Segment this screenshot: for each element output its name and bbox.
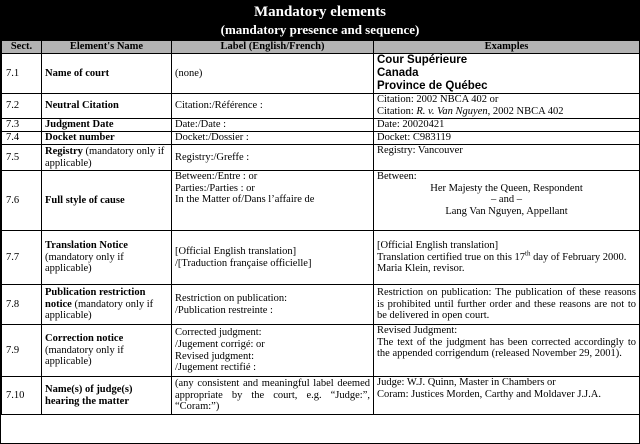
element-name-cell [42,119,172,132]
element-name: Docket number [45,132,115,144]
element-name-cell [42,94,172,119]
sect-cell: 7.1 [2,54,42,94]
label-line: [Official English translation] [175,245,297,257]
label-line: Restriction on publication: [175,292,287,304]
example-line: Between: [377,171,417,182]
sect-cell: 7.5 [2,145,42,171]
sect-cell: 7.6 [2,171,42,231]
example-text: Citation: [377,106,417,117]
element-name-note: (mandatory only if applicable) [45,145,165,169]
case-name: R. v. Van Nguyen [416,106,488,117]
element-name: Name of court [45,67,110,79]
element-name-cell [42,377,172,415]
element-name: Judgment Date [45,119,114,131]
label-cell [172,171,374,231]
element-name-note: (mandatory only if applicable) [45,344,124,368]
label-cell: Registry:/Greffe : [172,145,374,171]
label-line: /Publication restreinte : [175,304,273,316]
example-line: Province de Québec [377,80,488,92]
example-cell [374,377,640,415]
table-row [2,145,640,171]
sect-cell: 7.10 [2,377,42,415]
label-line: /Jugement rectifié : [175,362,257,374]
table-row [2,119,640,132]
example-cell [374,325,640,377]
element-name-cell [42,285,172,325]
example-cell: Date: 20020421 [374,119,640,132]
element-name-cell [42,325,172,377]
example-cell [374,54,640,94]
example-cell: Registry: Vancouver [374,145,640,171]
example-line: Citation: 2002 NBCA 402 or [377,94,499,106]
example-line [377,249,636,264]
example-line: Cour Supérieure [377,54,468,66]
element-name-note: (mandatory only if applicable) [45,251,124,275]
table-row [2,325,640,377]
label-line: /[Traduction française officielle] [175,257,312,269]
label-line: Parties:/Parties : or [175,182,255,194]
label-cell: Citation:/Référence : [172,94,374,119]
header-element-name: Element's Name [42,41,172,54]
example-line: Coram: Justices Morden, Carthy and Moldaver J.J.A. [377,388,601,400]
table-row [2,377,640,415]
example-line [377,106,636,118]
example-cell: Restriction on publication: The publication of these reasons is prohibited until further order and these reasons are not to be delivered in open court. [374,285,640,325]
table-row [2,54,640,94]
element-name: Neutral Citation [45,100,119,112]
example-cell [374,231,640,285]
label-line: In the Matter of/Dans l’affaire de [175,194,315,206]
table-row [2,285,640,325]
sect-cell: 7.7 [2,231,42,285]
sect-cell: 7.8 [2,285,42,325]
table-row [2,231,640,285]
element-name: Registry [45,145,83,157]
sect-cell: 7.4 [2,132,42,145]
label-cell: (none) [172,54,374,94]
example-text: day of February 2000. [530,251,627,263]
banner [1,1,639,40]
sect-cell: 7.3 [2,119,42,132]
label-cell [172,231,374,285]
element-name: Publication restriction notice [45,287,146,310]
example-cell [374,171,640,231]
example-line: Canada [377,67,419,79]
example-text: Translation certified true on this 17 [377,251,526,263]
elements-table [1,40,640,415]
label-line: /Jugement corrigé: or [175,338,265,350]
sect-cell: 7.2 [2,94,42,119]
example-line: [Official English translation] [377,240,499,252]
element-name-cell [42,145,172,171]
element-name-note: (mandatory only if applicable) [45,298,154,322]
example-line: – and – [491,194,522,206]
ordinal-suffix: th [525,249,531,258]
example-line: Maria Klein, revisor. [377,263,465,275]
header-label: Label (English/French) [172,41,374,54]
label-line: Revised judgment: [175,350,255,362]
example-cell [374,94,640,119]
label-line: Corrected judgment: [175,327,262,339]
table-row [2,171,640,231]
header-examples: Examples [374,41,640,54]
example-line: The text of the judgment has been corrected accordingly to the appended corrigendum (released November 29, 2001). [377,336,636,360]
table-row [2,94,640,119]
header-row [2,41,640,54]
sect-cell: 7.9 [2,325,42,377]
label-line: Between:/Entre : or [175,171,258,182]
element-name-cell [42,231,172,285]
example-text: , 2002 NBCA 402 [487,106,564,117]
banner-subtitle: (mandatory presence and sequence) [220,22,420,37]
element-name-cell [42,171,172,231]
example-line: Her Majesty the Queen, Respondent [430,182,583,194]
banner-title: Mandatory elements [253,4,387,20]
label-cell [172,285,374,325]
label-cell: Date:/Date : [172,119,374,132]
header-sect: Sect. [2,41,42,54]
table-row [2,132,640,145]
element-name-cell [42,132,172,145]
example-line: Revised Judgment: [377,325,458,336]
example-line: Lang Van Nguyen, Appellant [445,205,568,217]
label-cell: (any consistent and meaningful label deemed appropriate by the court, e.g. “Judge:”, “Coram:”) [172,377,374,415]
element-name: Correction notice [45,333,124,345]
label-cell [172,325,374,377]
element-name-cell [42,54,172,94]
example-line: Judge: W.J. Quinn, Master in Chambers or [377,377,556,388]
element-name: Translation Notice [45,240,128,252]
label-cell: Docket:/Dossier : [172,132,374,145]
element-name: Full style of cause [45,194,125,206]
element-name: Name(s) of judge(s) hearing the matter [45,383,133,407]
example-cell: Docket: C983119 [374,132,640,145]
